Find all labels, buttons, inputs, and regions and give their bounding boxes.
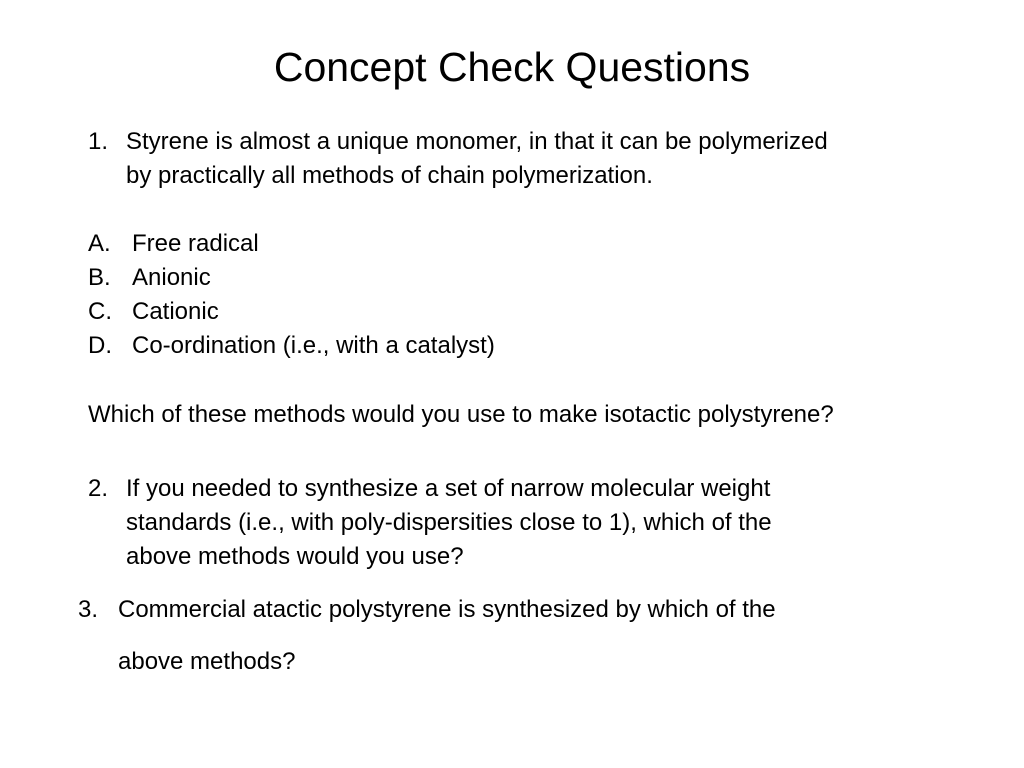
question-3-line-1: Commercial atactic polystyrene is synthesized by which of the [118,596,776,623]
option-text: Co-ordination (i.e., with a catalyst) [132,332,495,359]
option-text: Free radical [132,230,259,257]
question-1-number: 1. [88,128,109,155]
option-text: Anionic [132,264,211,291]
option-letter: C. [88,298,112,325]
question-2-line-3: above methods would you use? [126,543,464,570]
option-letter: A. [88,230,111,257]
slide-title: Concept Check Questions [273,44,751,90]
question-2-line-1: If you needed to synthesize a set of narrow molecular weight [126,475,771,502]
question-2-number: 2. [88,475,109,502]
question-1-line-1: Styrene is almost a unique monomer, in that it can be polymerized [126,128,828,155]
option-text: Cationic [132,298,219,325]
option-letter: D. [88,332,112,359]
question-1-line-2: by practically all methods of chain polymerization. [126,162,653,189]
option-letter: B. [88,264,111,291]
followup-question: Which of these methods would you use to make isotactic polystyrene? [88,401,834,428]
question-2-line-2: standards (i.e., with poly-dispersities close to 1), which of the [126,509,772,536]
question-3-line-2: above methods? [118,648,296,675]
question-3-number: 3. [78,596,99,623]
